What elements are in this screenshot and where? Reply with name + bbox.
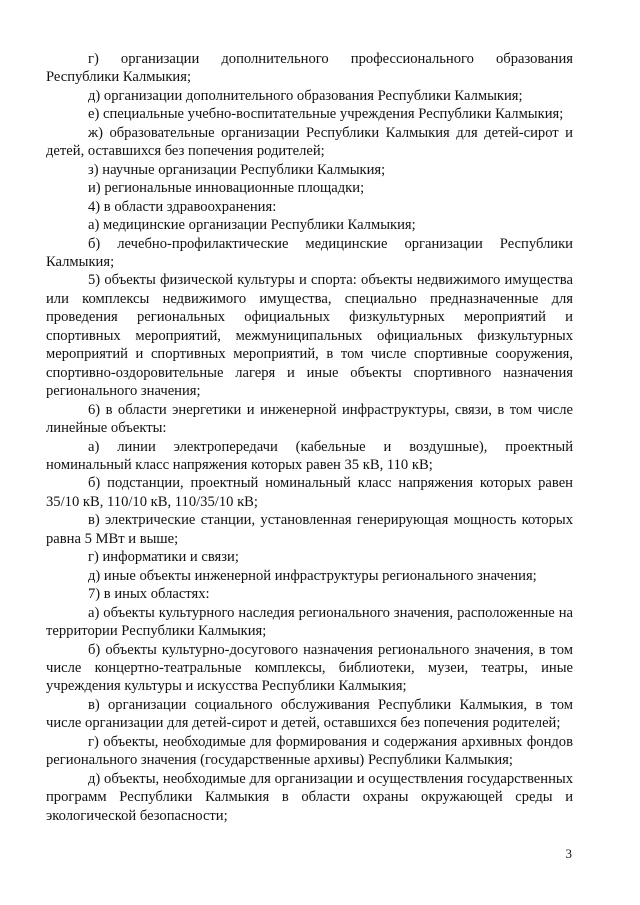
paragraph-v-social: в) организации социального обслуживания Республики Калмыкия, в том числе организации для детей-сирот и детей, оставшихся без попечения родителей;: [46, 696, 573, 732]
paragraph-v-stations: в) электрические станции, установленная генерирующая мощность которых равна 5 МВт и выше;: [46, 512, 573, 547]
paragraph-z-science: з) научные организации Республики Калмыкия;: [88, 161, 386, 178]
paragraph-g-archives: г) объекты, необходимые для формирования и содержания архивных фондов регионального значения (государственные архивы) Республики Калмыкия;: [46, 733, 573, 769]
paragraph-d-ecology: д) объекты, необходимые для организации и осуществления государственных программ Республики Калмыкия в области охраны окружающей среды и экологической безопасности;: [46, 770, 573, 824]
paragraph-b-substations: б) подстанции, проектный номинальный класс напряжения которых равен 35/10 кВ, 110/10 кВ, 110/35/10 кВ;: [46, 475, 573, 510]
paragraph-zh-orphans: ж) образовательные организации Республики Калмыкия для детей-сирот и детей, оставшихся без попечения родителей;: [46, 124, 573, 160]
paragraph-e-special: е) специальные учебно-воспитательные учреждения Республики Калмыкия;: [88, 106, 564, 123]
paragraph-6-energy: 6) в области энергетики и инженерной инфраструктуры, связи, в том числе линейные объекты:: [46, 401, 573, 437]
paragraph-a-heritage: а) объекты культурного наследия регионального значения, расположенные на территории Республики Калмыкия;: [46, 604, 573, 640]
paragraph-4-health: 4) в области здравоохранения:: [88, 198, 277, 215]
paragraph-a-medical: а) медицинские организации Республики Калмыкия;: [88, 217, 416, 234]
paragraph-g-it: г) информатики и связи;: [88, 549, 239, 566]
paragraph-d-do: д) организации дополнительного образования Республики Калмыкия;: [88, 87, 523, 104]
paragraph-a-powerlines: а) линии электропередачи (кабельные и воздушные), проектный номинальный класс напряжения которых равен 35 кВ, 110 кВ;: [46, 438, 573, 473]
paragraph-b-preventive: б) лечебно-профилактические медицинские организации Республики Калмыкия;: [46, 235, 573, 270]
document-page: [46, 50, 573, 825]
paragraph-g-dpo: г) организации дополнительного профессионального образования Республики Калмыкия;: [46, 51, 573, 86]
paragraph-d-infrastructure: д) иные объекты инженерной инфраструктуры регионального значения;: [88, 567, 537, 584]
paragraph-7-other: 7) в иных областях:: [88, 586, 210, 603]
paragraph-i-innovation: и) региональные инновационные площадки;: [88, 180, 365, 197]
paragraph-5-sport: 5) объекты физической культуры и спорта: объекты недвижимого имущества или комплексы недвижимого имущества, специально предназначенные для проведения региональных официальных физкультурных мероприятий и спортивных мероприятий, межмуниципальных официальных физкультурных мероприятий и спортивных мероприятий, в том числе спортивные сооружения, спортивно-оздоровительные лагеря и иные объекты спортивного назначения регионального значения;: [46, 272, 573, 400]
paragraph-b-culture: б) объекты культурно-досугового назначения регионального значения, в том числе концертно-театральные комплексы, библиотеки, музеи, театры, иные учреждения культуры и искусства Республики Калмыкия;: [46, 641, 573, 695]
page-number: 3: [565, 846, 572, 861]
